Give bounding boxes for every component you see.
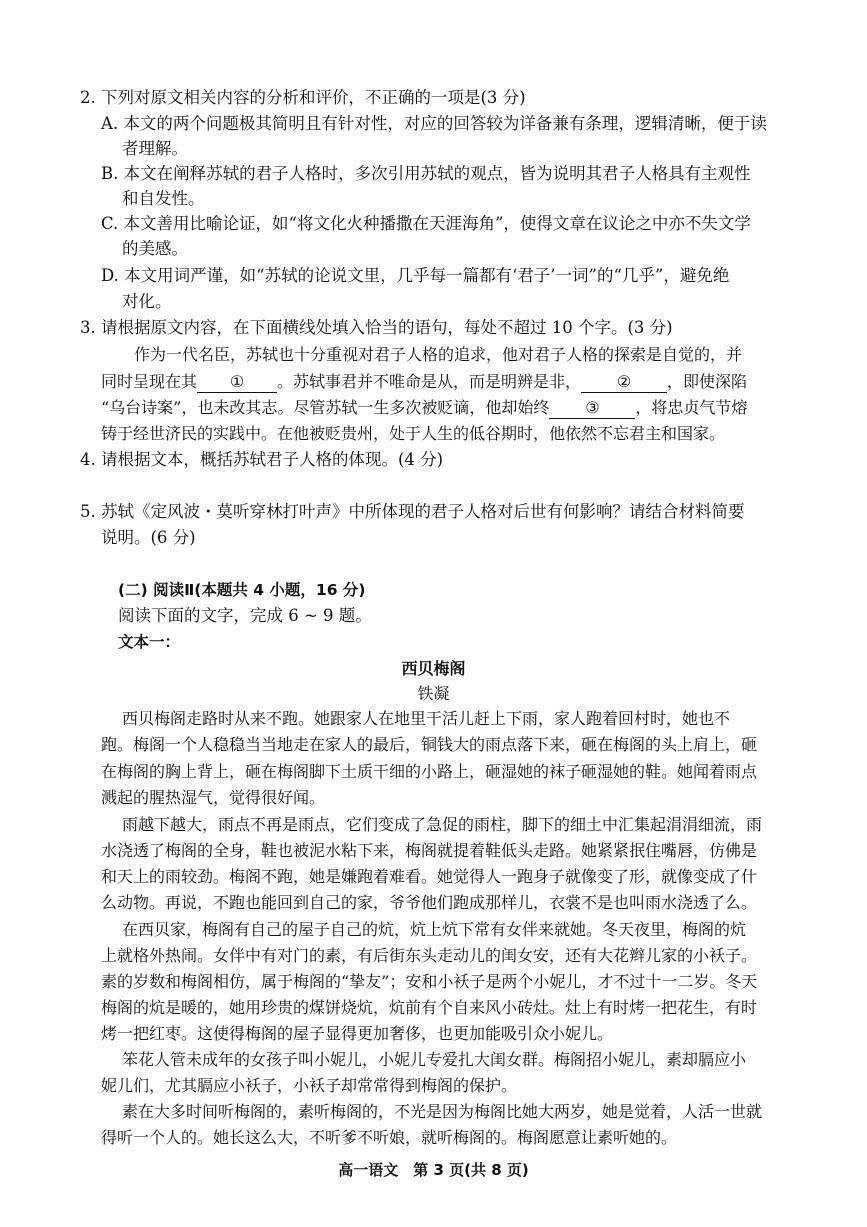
q3-text-line2-c: ，即使深陷 [667, 372, 748, 391]
q3-text-line4: 铸于经世济民的实践中。在他被贬贵州，处于人生的低谷期时，他依然不忘君主和国家。 [101, 424, 726, 443]
q3-text-line3 [101, 396, 747, 420]
story-p4-line2: 妮儿们，尤其膈应小袄子，小袄子却常常得到梅阁的保护。 [101, 1076, 518, 1095]
q3-text-line2 [101, 370, 747, 394]
story-author: 铁凝 [417, 684, 450, 703]
q5-stem-line1: 5. 苏轼《定风波・莫听穿林打叶声》中所体现的君子人格对后世有何影响？请结合材料简要 [80, 502, 745, 521]
q3-text-line2-a: 同时呈现在其 [101, 372, 198, 391]
story-p1-line2: 跑。梅阁一个人稳稳当当地走在家人的最后，铜钱大的雨点落下来，砸在梅阁的头上肩上，砸 [101, 735, 758, 754]
q2-option-b-line1: B. 本文在阐释苏轼的君子人格时，多次引用苏轼的观点，皆为说明其君子人格具有主观性 [101, 164, 751, 183]
story-p1-line1: 西贝梅阁走路时从来不跑。她跟家人在地里干活儿赶上下雨，家人跑着回村时，她也不 [122, 709, 731, 728]
q2-option-a-line1: A. 本文的两个问题极其简明且有针对性，对应的回答较为详备兼有条理，逻辑清晰，便于读 [101, 114, 767, 133]
story-p2-line3: 和天上的雨较劲。梅阁不跑，她是嫌跑着难看。她觉得人一跑身子就像变了形，就像变成了什 [101, 867, 758, 886]
story-p1-line3: 在梅阁的胸上背上，砸在梅阁脚下土质干细的小路上，砸湿她的袜子砸湿她的鞋。她闻着雨点 [101, 762, 758, 781]
story-p2-line1: 雨越下越大，雨点不再是雨点，它们变成了急促的雨柱，脚下的细土中汇集起涓涓细流，雨 [122, 815, 763, 834]
q3-text-line3-b: ，将忠贞气节熔 [635, 398, 748, 417]
story-p1-line4: 溅起的腥热湿气，觉得很好闻。 [101, 788, 326, 807]
story-p2-line2: 水浇透了梅阁的全身，鞋也被泥水粘下来，梅阁就提着鞋低头走路。她紧紧抿住嘴唇，仿佛是 [101, 841, 758, 860]
q3-stem: 3. 请根据原文内容，在下面横线处填入恰当的语句，每处不超过 10 个字。(3 分) [80, 318, 673, 337]
story-p3-line3: 素的岁数和梅阁相仿，属于梅阁的“挚友”；安和小袄子是两个小妮儿，才不过十一二岁。冬天 [101, 972, 758, 991]
story-p3-line2: 上就格外热闹。女伴中有对门的素，有后街东头走动儿的闺女安，还有大花辫儿家的小袄子。 [101, 946, 758, 965]
story-p2-line4: 么动物。再说，不跑也能回到自己的家，爷爷他们跑成那样儿，衣裳不是也叫雨水浇透了么。 [101, 893, 758, 912]
q2-option-d-line2: 对化。 [122, 292, 172, 311]
q3-text-line3-a: “乌台诗案”，也未改其志。尽管苏轼一生多次被贬谪，他却始终 [101, 398, 550, 417]
q2-option-d-line1: D. 本文用词严谨，如“苏轼的论说文里，几乎每一篇都有‘君子’一词”的“几乎”，避免绝 [101, 266, 730, 285]
q2-option-a-line2: 者理解。 [122, 139, 188, 158]
page-footer: 高一语文 第 3 页(共 8 页) [338, 1161, 529, 1179]
section-instruction: 阅读下面的文字，完成 6 ~ 9 题。 [118, 606, 372, 625]
q4-stem: 4. 请根据文本，概括苏轼君子人格的体现。(4 分) [80, 450, 444, 469]
story-p3-line1: 在西贝家，梅阁有自己的屋子自己的炕，炕上炕下常有女伴来就她。冬天夜里，梅阁的炕 [122, 920, 747, 939]
q2-option-c-line2: 的美感。 [122, 239, 188, 258]
fill-blank-1[interactable]: ① [197, 372, 277, 393]
text-one-label: 文本一： [118, 633, 181, 651]
q2-stem: 2. 下列对原文相关内容的分析和评价，不正确的一项是(3 分) [80, 88, 526, 107]
story-p4-line1: 笨花人管未成年的女孩子叫小妮儿，小妮儿专爱扎大闺女群。梅阁招小妮儿，素却膈应小 [122, 1050, 747, 1069]
fill-blank-3[interactable]: ③ [549, 398, 635, 419]
story-p5-line1: 素在大多时间听梅阁的，素听梅阁的，不光是因为梅阁比她大两岁，她是觉着，人活一世就 [122, 1102, 763, 1121]
q3-text-line2-b: 。苏轼事君并不唯命是从，而是明辨是非， [277, 372, 582, 391]
story-p3-line5: 烤一把红枣。这使得梅阁的屋子显得更加奢侈，也更加能吸引众小妮儿。 [101, 1024, 614, 1043]
fill-blank-2[interactable]: ② [581, 372, 667, 393]
q2-option-c-line1: C. 本文善用比喻论证，如“将文化火种播撒在天涯海角”，使得文章在议论之中亦不失文学 [101, 214, 751, 233]
story-p3-line4: 梅阁的炕是暖的，她用珍贵的煤饼烧炕，炕前有个自来风小砖灶。灶上有时烤一把花生，有时 [101, 998, 758, 1017]
q2-option-b-line2: 和自发性。 [122, 189, 205, 208]
q5-stem-line2: 说明。(6 分) [101, 528, 196, 547]
q3-text-line1: 作为一代名臣，苏轼也十分重视对君子人格的追求，他对君子人格的探索是自觉的，并 [134, 345, 743, 364]
story-p5-line2: 得听一个人的。她长这么大，不听爹不听娘，就听梅阁的。梅阁愿意让素听她的。 [101, 1128, 678, 1147]
story-title: 西贝梅阁 [401, 659, 466, 678]
section-heading: (二) 阅读Ⅱ(本题共 4 小题，16 分) [118, 581, 366, 599]
